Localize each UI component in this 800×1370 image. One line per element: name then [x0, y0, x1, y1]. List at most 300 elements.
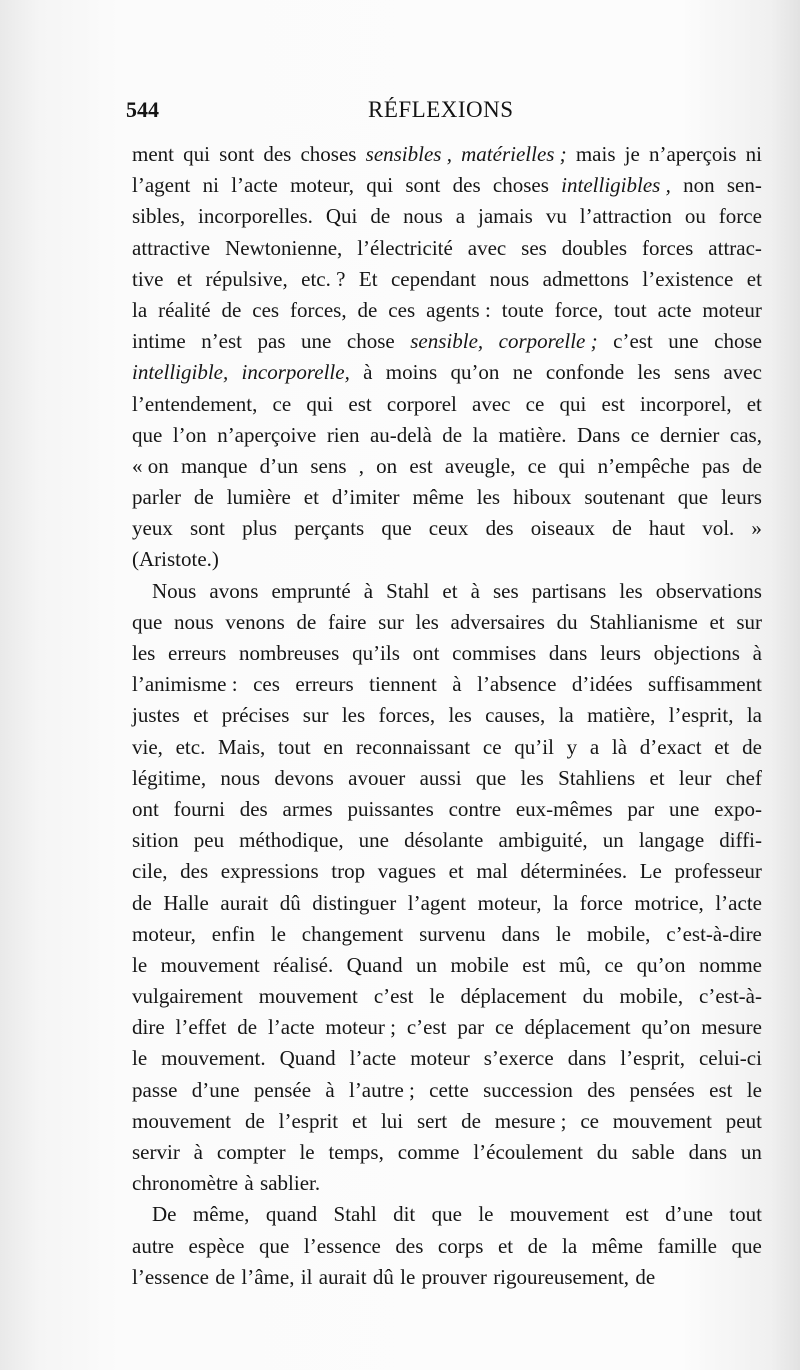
word: attractive	[132, 235, 211, 260]
word: à	[244, 1171, 254, 1196]
word: même	[591, 1233, 643, 1258]
word: l’acte	[715, 890, 762, 915]
word: pensée	[253, 1077, 312, 1102]
word: de	[370, 204, 391, 229]
word: professeur	[674, 859, 762, 884]
word: le	[555, 921, 571, 946]
text-line	[132, 763, 762, 794]
word: à	[470, 578, 480, 603]
word: Et	[358, 266, 378, 291]
word: l’acte	[267, 1015, 315, 1040]
word: et	[714, 734, 730, 759]
word: oiseaux	[530, 516, 595, 541]
word: etc.	[175, 734, 206, 759]
italic-word: intelligibles ,	[561, 173, 671, 198]
word: vol.	[702, 516, 735, 541]
word: vulgairement	[132, 984, 243, 1009]
word: justes	[132, 703, 180, 728]
word: d’une	[191, 1077, 240, 1102]
text-line	[132, 420, 762, 451]
word: ce	[495, 1015, 514, 1040]
word: parler	[132, 485, 181, 510]
page-number: 544	[126, 97, 159, 122]
word: admettons	[542, 266, 629, 291]
word: incorporel,	[640, 391, 732, 416]
word: même,	[192, 1202, 250, 1227]
word: forces,	[378, 703, 436, 728]
word: de	[193, 485, 214, 510]
word: force,	[554, 297, 604, 322]
word: à	[752, 641, 762, 665]
word: suffisamment	[648, 672, 762, 697]
word: ce	[525, 391, 545, 416]
word: du	[582, 984, 604, 1009]
word: compter	[216, 1140, 286, 1164]
text-line	[132, 825, 762, 856]
word: l’esprit,	[620, 1046, 685, 1071]
word: Quand	[279, 1046, 336, 1071]
word: dit	[393, 1202, 416, 1227]
word: cas,	[729, 422, 762, 447]
text-line	[132, 170, 762, 201]
word: des	[180, 859, 209, 884]
word: jamais	[478, 204, 533, 229]
word: succession	[483, 1077, 573, 1102]
italic-word: sensibles ,	[365, 142, 452, 166]
word: que	[475, 765, 507, 790]
word: ce	[482, 734, 502, 759]
word: la	[558, 703, 574, 728]
word: cependant	[390, 266, 477, 291]
word: ce	[527, 453, 547, 478]
text-line	[132, 794, 762, 825]
word: et	[746, 266, 762, 291]
word: Halle	[163, 890, 209, 915]
word: »	[751, 516, 762, 541]
word: je	[624, 142, 640, 166]
word: de	[611, 516, 632, 541]
word: vie,	[132, 734, 163, 759]
word: forces	[642, 235, 694, 260]
word: tive	[132, 266, 164, 291]
word: une	[669, 796, 700, 821]
word: une	[358, 828, 389, 853]
word: faire	[328, 609, 367, 634]
word: intime	[132, 329, 186, 354]
word: qu’ils	[352, 641, 400, 665]
word: la	[472, 422, 488, 447]
word: n’aperçoive	[217, 422, 317, 447]
word: trop	[331, 859, 366, 884]
word: Dans	[577, 422, 621, 447]
word: méthodique,	[239, 828, 344, 853]
word: moteur,	[477, 890, 542, 915]
word: Qui	[325, 204, 358, 229]
word: il	[300, 1264, 313, 1289]
word: les	[520, 765, 544, 790]
word: de	[244, 1108, 265, 1133]
word: erreurs	[295, 672, 354, 697]
word: mû,	[558, 952, 592, 977]
word: mouvement	[258, 984, 358, 1009]
word: enfin	[211, 921, 255, 946]
word: nombreuses	[239, 641, 340, 665]
word: ne	[512, 360, 533, 385]
word: est	[601, 391, 625, 416]
word: celui-ci	[698, 1046, 762, 1071]
word: devons	[274, 765, 334, 790]
word: et	[351, 1108, 368, 1133]
word: quand	[265, 1202, 318, 1227]
word: causes,	[485, 703, 546, 728]
text-line	[132, 357, 762, 388]
word: nous	[489, 266, 530, 291]
word: précises	[221, 703, 290, 728]
word: l’écoulement	[473, 1140, 583, 1164]
word: sens	[673, 360, 711, 385]
word: n’empêche	[597, 453, 690, 478]
word: rien	[326, 422, 360, 447]
text-line	[132, 1231, 762, 1262]
word: de	[442, 422, 463, 447]
word: ses	[521, 235, 547, 260]
word: le	[270, 921, 286, 946]
word: de	[296, 609, 317, 634]
word: Stahl	[386, 578, 430, 603]
word: dire	[132, 1015, 165, 1040]
word: moteur ;	[325, 1015, 396, 1040]
text-line	[132, 513, 762, 544]
word: l’autre ;	[348, 1077, 415, 1102]
word: l’acte	[231, 173, 278, 198]
word: c’est	[613, 329, 653, 354]
word: au-delà	[369, 422, 432, 447]
word: l’absence	[477, 672, 557, 697]
word: dans	[548, 641, 588, 665]
word: de	[357, 297, 378, 322]
word: leurs	[721, 485, 762, 510]
word: ces	[388, 297, 416, 322]
text-line	[132, 1137, 762, 1168]
word: adversaires	[450, 609, 545, 634]
word: les	[132, 641, 156, 665]
word: matière,	[587, 703, 656, 728]
text-line	[132, 326, 762, 357]
word: peut	[725, 1108, 762, 1133]
word: yeux	[132, 516, 173, 541]
word: l’essence	[132, 1264, 209, 1289]
word: à	[452, 672, 462, 697]
word: erreurs	[168, 641, 227, 665]
word: les	[619, 578, 643, 603]
word: dans	[501, 921, 540, 946]
word: chronomètre	[132, 1171, 239, 1196]
word: des	[587, 1077, 616, 1102]
word: la	[553, 890, 569, 915]
text-line	[132, 482, 762, 513]
text-line	[132, 919, 762, 950]
word: mouvement	[160, 952, 260, 977]
word: est	[522, 952, 546, 977]
text-line	[132, 638, 762, 669]
word: de	[461, 1108, 481, 1133]
word: comme	[397, 1140, 460, 1164]
word: là	[611, 734, 628, 759]
word: moteur	[702, 297, 762, 322]
word: que	[731, 1233, 762, 1258]
word: sur	[302, 703, 329, 728]
word: fourni	[173, 796, 225, 821]
word: l’acte	[349, 1046, 397, 1071]
word: mobile	[450, 952, 509, 977]
word: et	[746, 391, 762, 416]
word: par	[627, 796, 655, 821]
word: peu	[193, 828, 225, 853]
word: soutenant	[584, 485, 665, 510]
word: Stahlianisme	[589, 609, 698, 634]
word: de	[742, 453, 762, 478]
word: est	[409, 453, 433, 478]
word: ment	[132, 142, 174, 166]
word: et	[303, 485, 319, 510]
word: on	[376, 453, 398, 478]
word: ni	[745, 142, 762, 166]
text-line	[132, 950, 762, 981]
word: l’entendement,	[132, 391, 258, 416]
word: Stahl	[333, 1202, 377, 1227]
word: l’on	[172, 422, 207, 447]
word: mouvement.	[161, 1046, 266, 1071]
word: d’imiter	[331, 485, 400, 510]
word: ont	[412, 641, 440, 665]
word: et	[709, 609, 725, 634]
text-line	[132, 888, 762, 919]
word: puissantes	[347, 796, 434, 821]
word: sont	[189, 516, 225, 541]
word: sable	[631, 1140, 675, 1164]
word: l’esprit,	[668, 703, 734, 728]
word: qui	[306, 391, 334, 416]
word: contre	[448, 796, 502, 821]
word: l’électricité	[357, 235, 453, 260]
word: l’esprit	[278, 1108, 339, 1133]
word: dans	[688, 1140, 728, 1164]
word: ni	[202, 173, 219, 198]
word: moteur,	[132, 921, 196, 946]
word: l’attraction	[579, 204, 672, 229]
word: des	[452, 173, 481, 198]
word: Stahliens	[558, 765, 636, 790]
word: lumière	[226, 485, 291, 510]
word: c’est-à-	[699, 984, 762, 1009]
word: ou	[684, 204, 706, 229]
word: moins	[385, 360, 438, 385]
word: ces	[252, 297, 280, 322]
word: avons	[209, 578, 259, 603]
word: non	[683, 173, 715, 198]
word: (Aristote.)	[132, 547, 219, 572]
word: qu’on	[636, 952, 686, 977]
word: le	[132, 952, 148, 977]
text-line	[132, 981, 762, 1012]
word: sens	[310, 453, 347, 478]
word: a	[589, 734, 600, 759]
word: passe	[132, 1077, 178, 1102]
word: à	[363, 578, 374, 603]
text-line	[132, 1043, 762, 1074]
word: les	[341, 703, 366, 728]
word: leurs	[600, 641, 641, 665]
word: d’exact	[639, 734, 702, 759]
word: sont	[405, 173, 441, 198]
word: dû	[279, 890, 301, 915]
word: un	[740, 1140, 762, 1164]
word: et	[176, 266, 193, 291]
word: de	[215, 1264, 236, 1289]
word: une	[668, 329, 699, 354]
word: du	[596, 1140, 618, 1164]
text-line	[132, 732, 762, 763]
word: déplacement	[524, 1015, 631, 1040]
word: eux-mêmes	[515, 796, 613, 821]
text-line	[132, 451, 762, 482]
word: qu’il	[514, 734, 554, 759]
word: ses	[492, 578, 519, 603]
word: ce	[580, 1108, 599, 1133]
word: mobile,	[586, 921, 651, 946]
word: les	[476, 485, 501, 510]
word: tiennent	[369, 672, 437, 697]
word: incorporelles.	[198, 204, 313, 229]
word: d’une	[665, 1202, 713, 1227]
word: rigoureusement,	[493, 1264, 630, 1289]
body-text	[132, 139, 762, 1293]
word: reconnaissant	[355, 734, 471, 759]
word: toute	[501, 297, 544, 322]
word: dans	[567, 1046, 607, 1071]
word: déterminées.	[520, 859, 628, 884]
word: avec	[472, 391, 511, 416]
word: sert	[416, 1108, 448, 1133]
word: espèce	[188, 1233, 245, 1258]
word: aveugle,	[444, 453, 516, 478]
word: tout	[614, 297, 647, 322]
word: de	[237, 1015, 258, 1040]
word: de	[742, 734, 762, 759]
word: qui	[558, 453, 586, 478]
word: répulsive,	[205, 266, 288, 291]
word: même	[412, 485, 464, 510]
word: n’aperçois	[648, 142, 737, 166]
word: matière.	[498, 422, 567, 447]
word: dernier	[659, 422, 720, 447]
word: objections	[653, 641, 740, 665]
word: y	[566, 734, 578, 759]
word: à	[193, 1140, 203, 1164]
word: la	[746, 703, 762, 728]
word: ambiguité,	[498, 828, 588, 853]
word: que	[132, 422, 163, 447]
word: sur	[378, 609, 404, 634]
word: des	[395, 1233, 424, 1258]
word: que	[259, 1233, 290, 1258]
word: réalisé.	[273, 952, 334, 977]
word: ce	[272, 391, 292, 416]
word: sen-	[726, 173, 762, 198]
word: le	[132, 1046, 148, 1071]
word: aurait	[220, 890, 269, 915]
word: lui	[380, 1108, 404, 1133]
word: que	[381, 516, 412, 541]
text-line	[132, 544, 762, 575]
word: avouer	[348, 765, 406, 790]
word: emprunté	[271, 578, 351, 603]
word: l’agent	[407, 890, 467, 915]
word: qu’on	[450, 360, 500, 385]
word: l’animisme :	[132, 672, 238, 697]
word: que	[431, 1202, 462, 1227]
text-line	[132, 1012, 762, 1043]
word: le	[429, 984, 445, 1009]
word: c’est	[406, 1015, 447, 1040]
text-line	[132, 389, 762, 420]
word: sablier.	[260, 1171, 321, 1196]
word: pas	[257, 329, 286, 354]
word: hiboux	[513, 485, 572, 510]
word: chef	[725, 765, 762, 790]
word: est	[709, 1077, 733, 1102]
word: Quand	[346, 952, 403, 977]
word: diffi-	[719, 828, 762, 853]
italic-word: matérielles ;	[461, 142, 567, 166]
word: mouvement	[612, 1108, 712, 1133]
word: avec	[467, 235, 507, 260]
word: de	[527, 1233, 548, 1258]
word: qu’on	[641, 1015, 691, 1040]
word: l’essence	[303, 1233, 381, 1258]
word: et	[649, 765, 665, 790]
word: ceux	[428, 516, 469, 541]
word: n’est	[201, 329, 243, 354]
word: l’agent	[132, 173, 191, 198]
word: Mais,	[218, 734, 266, 759]
word: moteur	[410, 1046, 470, 1071]
word: aussi	[419, 765, 462, 790]
word: les	[637, 360, 661, 385]
word: motrice,	[634, 890, 704, 915]
italic-word: sensible,	[410, 329, 484, 354]
word: confonde	[545, 360, 625, 385]
word: mouvement	[132, 1108, 232, 1133]
word: est	[625, 1202, 649, 1227]
word: partisans	[531, 578, 607, 603]
text-line	[132, 264, 762, 295]
word: tout	[729, 1202, 762, 1227]
word: mal	[476, 859, 508, 884]
word: c’est	[373, 984, 414, 1009]
word: avec	[723, 360, 762, 385]
word: observations	[655, 578, 762, 603]
word: armes	[282, 796, 333, 821]
text-line	[132, 856, 762, 887]
word: nous	[403, 204, 443, 229]
word: d’un	[259, 453, 299, 478]
word: qui	[366, 173, 394, 198]
text-line	[132, 576, 762, 607]
word: et	[448, 859, 464, 884]
word: Newtonienne,	[225, 235, 343, 260]
word: perçants	[294, 516, 365, 541]
